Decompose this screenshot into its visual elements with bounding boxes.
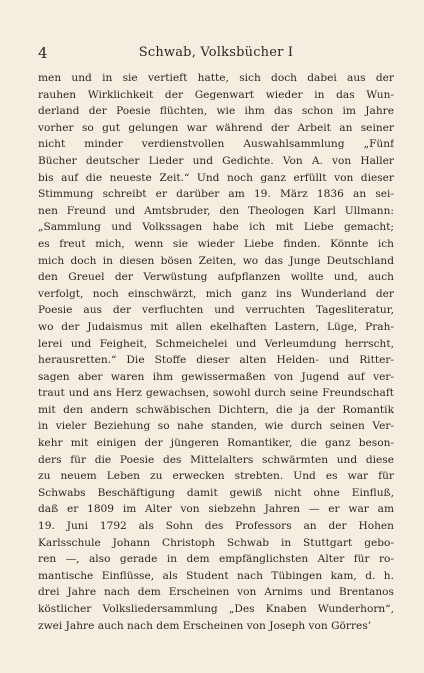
text-line: es freut mich, wenn sie wieder Liebe finden. Könnte ich bbox=[38, 237, 394, 250]
text-line: lerei und Feigheit, Schmeichelei und Verleumdung herrscht, bbox=[38, 337, 394, 350]
text-line: herausretten.“ Die Stoffe dieser alten Helden- und Ritter- bbox=[38, 354, 394, 367]
page-header bbox=[38, 44, 394, 64]
text-line: nen Freund und Amtsbruder, den Theologen Karl Ullmann: bbox=[38, 204, 394, 217]
text-line: bis auf die neueste Zeit.“ Und noch ganz erfüllt von dieser bbox=[38, 171, 394, 184]
text-line: zu neuem Leben zu erwecken strebten. Und es war für bbox=[38, 470, 394, 483]
text-line: mit den andern schwäbischen Dichtern, die ja der Romantik bbox=[38, 403, 394, 416]
text-line: den Greuel der Verwüstung aufpflanzen wollte und, auch bbox=[38, 271, 394, 284]
text-line: vorher so gut gelungen war während der Arbeit an seiner bbox=[38, 121, 394, 134]
text-line: Bücher deutscher Lieder und Gedichte. Von A. von Haller bbox=[38, 154, 394, 167]
text-line: sagen aber waren ihm gewissermaßen von Jugend auf ver- bbox=[38, 370, 394, 383]
text-line: in vieler Beziehung so nahe standen, wie durch seinen Ver- bbox=[38, 420, 394, 433]
text-line: nicht minder verdienstvollen Auswahlsammlung „Fünf bbox=[38, 138, 394, 151]
text-line: ders für die Poesie des Mittelalters schwärmten und diese bbox=[38, 453, 394, 466]
text-line: köstlicher Volksliedersammlung „Des Knaben Wunderhorn“, bbox=[38, 603, 394, 615]
text-line: mantische Einflüsse, als Student nach Tübingen kam, d. h. bbox=[38, 569, 394, 582]
text-line: mich doch in diesen bösen Zeiten, wo das Junge Deutschland bbox=[38, 254, 394, 267]
text-line: zwei Jahre auch nach dem Erscheinen von Joseph von Görres’ bbox=[38, 619, 372, 632]
text-line: Karlsschule Johann Christoph Schwab in Stuttgart gebo- bbox=[38, 536, 394, 549]
page-number: 4 bbox=[38, 44, 48, 62]
text-line: Poesie aus der verfluchten und verruchten Tagesliteratur, bbox=[38, 304, 394, 317]
text-line: wo der Judaismus mit allen ekelhaften Lastern, Lüge, Prah- bbox=[38, 320, 394, 333]
text-line: traut und ans Herz gewachsen, sowohl durch seine Freundschaft bbox=[38, 387, 394, 400]
running-head: Schwab, Volksbücher I bbox=[138, 45, 294, 60]
text-line: daß er 1809 im Alter von siebzehn Jahren — er war am bbox=[38, 503, 394, 516]
text-line: ren —, also gerade in dem empfänglichsten Alter für ro- bbox=[38, 553, 394, 566]
text-line: kehr mit einigen der jüngeren Romantiker, die ganz beson- bbox=[38, 437, 394, 450]
text-line: Schwabs Beschäftigung damit gewiß nicht ohne Einfluß, bbox=[38, 486, 394, 499]
text-line: rauhen Wirklichkeit der Gegenwart wieder in das Wun- bbox=[38, 88, 394, 101]
text-line: men und in sie vertieft hatte, sich doch dabei aus der bbox=[38, 72, 394, 84]
text-line: 19. Juni 1792 als Sohn des Professors an der Hohen bbox=[38, 520, 394, 533]
text-line: „Sammlung und Volkssagen habe ich mit Liebe gemacht; bbox=[38, 221, 394, 234]
text-line: derland der Poesie flüchten, wie ihm das schon im Jahre bbox=[38, 105, 394, 118]
text-line: verfolgt, noch einschwärzt, mich ganz ins Wunderland der bbox=[38, 287, 394, 300]
text-line: drei Jahre nach dem Erscheinen von Arnims und Brentanos bbox=[38, 586, 394, 599]
body-text bbox=[38, 70, 394, 634]
text-line: Stimmung schreibt er darüber am 19. März 1836 an sei- bbox=[38, 188, 394, 201]
